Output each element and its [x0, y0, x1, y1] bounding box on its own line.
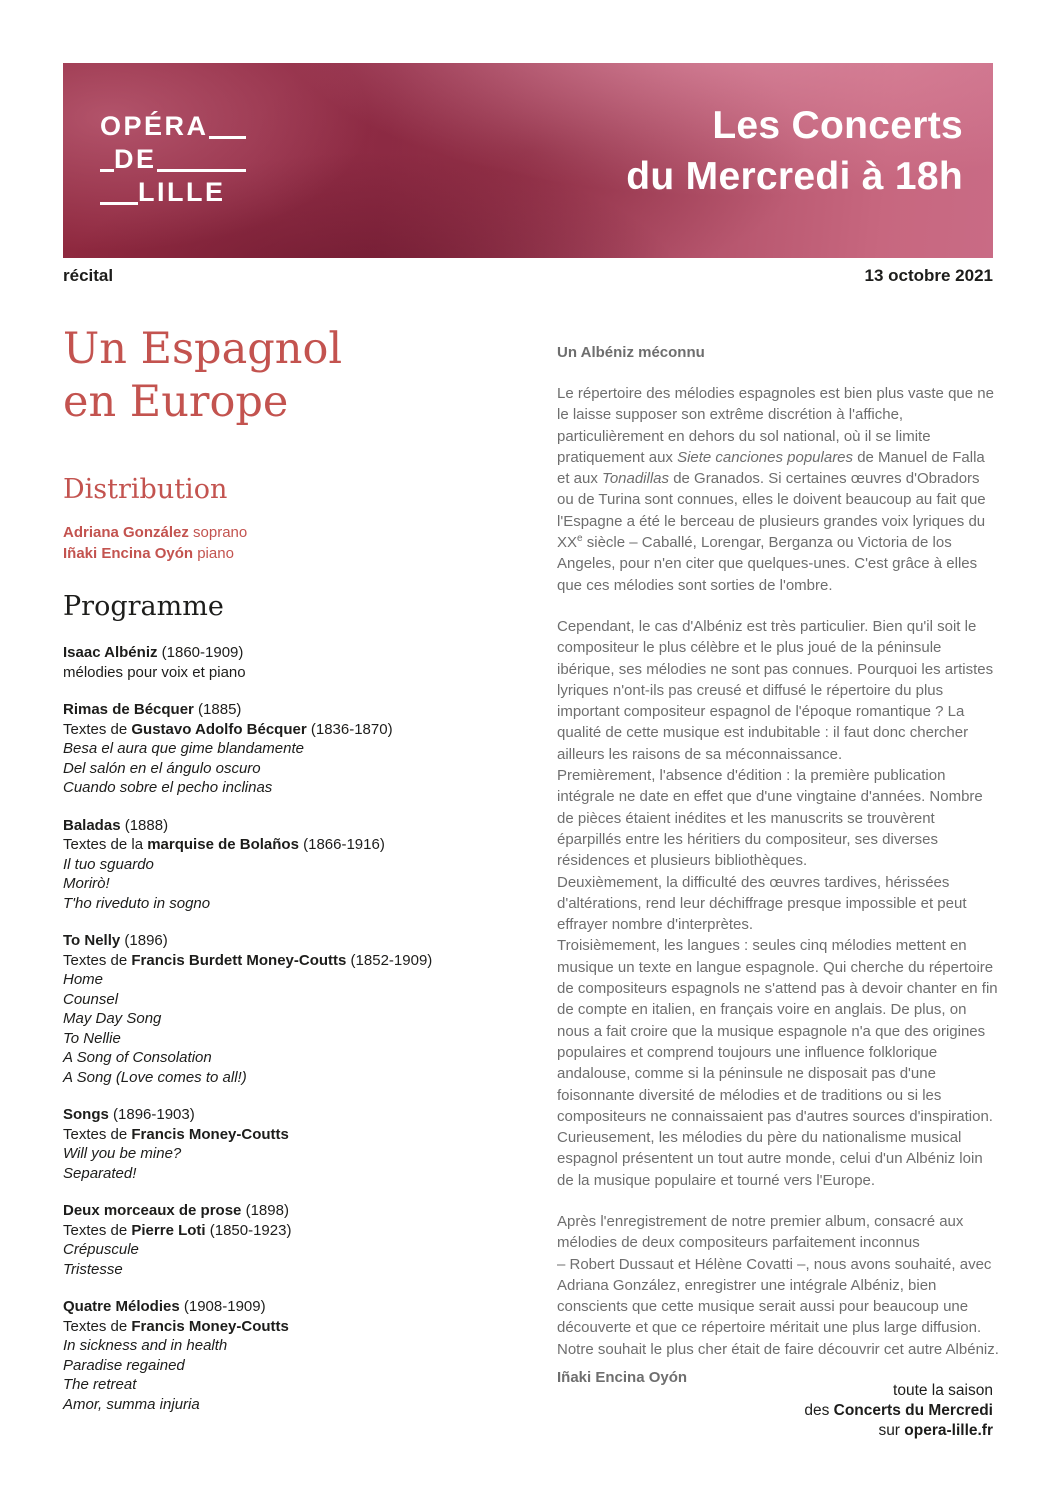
footer — [804, 1381, 993, 1441]
work-textes-line: Textes de Gustavo Adolfo Bécquer (1836-1870) — [63, 720, 393, 738]
essay-paragraph: Après l'enregistrement de notre premier album, consacré aux mélodies de deux compositeurs parfaitement inconnus – Robert Dussaut et Hélène Covatti –, nous avons souhaité, avec Adriana González, enregistrer une intégrale Albéniz, bien conscients que cette musique serait aussi pour beaucoup une découverte et que ce répertoire méritait une plus large diffusion. Notre souhait le plus cher était de faire découvrir cet autre Albéniz. — [557, 1212, 999, 1358]
signature: Iñaki Encina Oyón — [557, 1369, 688, 1387]
work-title-line: Baladas (1888) — [63, 816, 169, 834]
footer-bold: Concerts du Mercredi — [833, 1402, 993, 1419]
work-title: To Nelly — [63, 932, 121, 949]
logo-text-opera: OPÉRA — [100, 111, 209, 141]
logo-row-opera — [100, 110, 246, 143]
logo-rule — [100, 202, 138, 205]
essay-paragraphs — [557, 383, 999, 1360]
logo-rule — [157, 169, 246, 172]
work-piece: Amor, summa injuria — [63, 1395, 200, 1413]
work-title-line: Deux morceaux de prose (1898) — [63, 1202, 289, 1219]
work-author: Francis Money-Coutts — [131, 1125, 289, 1143]
work-piece: Home — [63, 971, 104, 988]
work-piece: Cuando sobre el pecho inclinas — [63, 779, 273, 796]
programme-work — [63, 931, 533, 1087]
work-piece: A Song of Consolation — [63, 1049, 212, 1066]
work-title-line: To Nelly (1896) — [63, 932, 168, 949]
logo-text-de: DE — [114, 144, 157, 174]
work-author: marquise de Bolaños — [147, 836, 299, 853]
performers-list — [63, 522, 533, 564]
work-title: Quatre Mélodies — [63, 1298, 180, 1315]
work-author: Francis Money-Coutts — [131, 1317, 289, 1335]
works-list — [63, 700, 533, 1414]
logo-rule — [100, 169, 114, 172]
logo-row-lille — [100, 176, 246, 209]
work-piece: In sickness and in health — [63, 1337, 228, 1354]
essay-paragraph: Cependant, le cas d'Albéniz est très particulier. Bien qu'il soit le compositeur le plus célèbre et le plus joué de la péninsule ibérique, ses mélodies ne sont pas connues. Pourquoi les artistes lyriques n'ont-ils pas creusé et diffusé le répertoire du plus important compositeur espagnol de l'époque romantique ? La qualité de cette musique est indubitable : il faut donc chercher ailleurs les raisons de sa méconnaissance. Premièrement, l'absence d'édition : la première publication intégrale ne date en effet que d'une vingtaine d'années. Nombre de pièces étaient inédites et les manuscrits se trouvèrent éparpillés entre les héritiers du compositeur, ses diverses résidences et plusieurs bibliothèques. Deuxièmement, la difficulté des œuvres tardives, hérissées d'altérations, rend leur déchiffrage presque impossible et peut effrayer nombre d'interprètes. Troisièmement, les langues : seules cinq mélodies mettent en musique un texte en langue espagnole. Qui cherche du répertoire de compositeurs espagnols ne s'attend pas à devoir chanter en fin de compte en italien, en français voire en anglais. De plus, on nous a fait croire que la musique espagnole n'a que des origines populaires et comprend toujours une influence folklorique andalouse, comme si la péninsule ne disposait pas d'une foisonnante diversité de mélodies et de traditions ou si les compositeurs ne connaissaient pas d'autres sources d'inspiration. Curieusement, les mélodies du père du nationalisme musical espagnol présentent un tout autre monde, celui d'un Albéniz loin de la musique populaire et tourné vers l'Europe. — [557, 617, 998, 1189]
performer-line: Adriana González soprano — [63, 524, 248, 541]
work-piece: Besa el aura que gime blandamente — [63, 740, 304, 757]
work-textes-line: Textes de Pierre Loti (1850-1923) — [63, 1221, 292, 1239]
work-piece: T'ho riveduto in sogno — [63, 894, 211, 912]
programme-work — [63, 1297, 533, 1414]
right-column — [557, 342, 999, 1388]
essay-heading: Un Albéniz méconnu — [557, 344, 705, 361]
work-title-line: Songs (1896-1903) — [63, 1106, 195, 1123]
work-author: Francis Burdett Money-Coutts — [131, 951, 347, 969]
programme-heading: Programme — [63, 591, 224, 622]
composer-dates: (1860-1909) — [161, 644, 244, 661]
work-piece: Tristesse — [63, 1260, 123, 1278]
programme-work — [63, 1201, 533, 1279]
work-author: Pierre Loti — [131, 1221, 206, 1239]
series-title-line1: Les Concerts — [712, 104, 963, 147]
work-piece: Counsel — [63, 990, 119, 1008]
work-piece: Del salón en el ángulo oscuro — [63, 759, 261, 777]
performer-name: Adriana González — [63, 524, 189, 541]
opera-de-lille-logo — [100, 110, 246, 209]
work-piece: A Song (Love comes to all!) — [63, 1068, 247, 1086]
work-piece: Will you be mine? — [63, 1145, 182, 1162]
work-piece: Separated! — [63, 1164, 137, 1182]
work-piece: Morirò! — [63, 875, 110, 892]
genre-label: récital — [63, 266, 114, 285]
header-banner — [63, 63, 993, 258]
page-title-line1: Un Espagnol — [63, 324, 343, 374]
composer-subtitle: mélodies pour voix et piano — [63, 663, 246, 681]
work-textes-line: Textes de la marquise de Bolaños (1866-1916) — [63, 836, 385, 853]
work-piece: To Nellie — [63, 1029, 121, 1047]
work-title: Songs — [63, 1106, 109, 1123]
work-piece: Paradise regained — [63, 1356, 185, 1374]
programme-work — [63, 700, 533, 798]
distribution-heading: Distribution — [63, 474, 228, 505]
work-author: Gustavo Adolfo Bécquer — [131, 720, 307, 738]
work-piece: Il tuo sguardo — [63, 855, 154, 873]
series-title — [626, 100, 963, 202]
work-title: Rimas de Bécquer — [63, 701, 194, 718]
work-title: Deux morceaux de prose — [63, 1202, 242, 1219]
essay-paragraph: Le répertoire des mélodies espagnoles est bien plus vaste que ne le laisse supposer son extrême discrétion à l'affiche, particulièrement en dehors du sol national, où il se limite pratiquement aux Siete canciones populares de Manuel de Falla et aux Tonadillas de Granados. Si certaines œuvres d'Obradors ou de Turina sont connues, elles le doivent beaucoup au fait que l'Espagne a été le berceau de plusieurs grandes voix lyriques du XXe siècle – Caballé, Lorengar, Berganza ou Victoria de los Angeles, pour n'en citer que quelques-unes. C'est grâce à elles que ces mélodies sont sorties de l'ombre. — [557, 385, 994, 594]
work-piece: Crépuscule — [63, 1241, 139, 1258]
work-title: Baladas — [63, 816, 121, 834]
series-title-line2: du Mercredi à 18h — [626, 155, 963, 198]
left-column — [63, 323, 533, 1414]
programme-work — [63, 816, 533, 914]
footer-line: sur opera-lille.fr — [878, 1422, 993, 1439]
work-textes-line: Textes de Francis Burdett Money-Coutts (1852-1909) — [63, 951, 433, 969]
meta-row — [63, 266, 993, 286]
work-piece: The retreat — [63, 1376, 137, 1393]
logo-row-de — [100, 143, 246, 176]
programme-work — [63, 1105, 533, 1183]
footer-line: toute la saison — [893, 1382, 993, 1399]
work-title-line: Quatre Mélodies (1908-1909) — [63, 1298, 266, 1315]
work-textes-line: Textes de Francis Money-Coutts — [63, 1317, 289, 1335]
composer-line — [63, 643, 533, 663]
page-title-line2: en Europe — [63, 377, 289, 427]
work-textes-line: Textes de Francis Money-Coutts — [63, 1125, 289, 1143]
composer-block — [63, 643, 533, 682]
concert-date: 13 octobre 2021 — [864, 266, 993, 285]
performer-name: Iñaki Encina Oyón — [63, 545, 194, 562]
footer-line: des Concerts du Mercredi — [804, 1402, 993, 1419]
page-title — [63, 323, 533, 429]
work-title-line: Rimas de Bécquer (1885) — [63, 701, 242, 718]
composer-name: Isaac Albéniz — [63, 644, 158, 661]
performer-line: Iñaki Encina Oyón piano — [63, 545, 234, 562]
footer-bold: opera-lille.fr — [904, 1422, 993, 1439]
work-piece: May Day Song — [63, 1010, 162, 1027]
logo-rule — [209, 136, 246, 139]
logo-text-lille: LILLE — [138, 177, 226, 207]
